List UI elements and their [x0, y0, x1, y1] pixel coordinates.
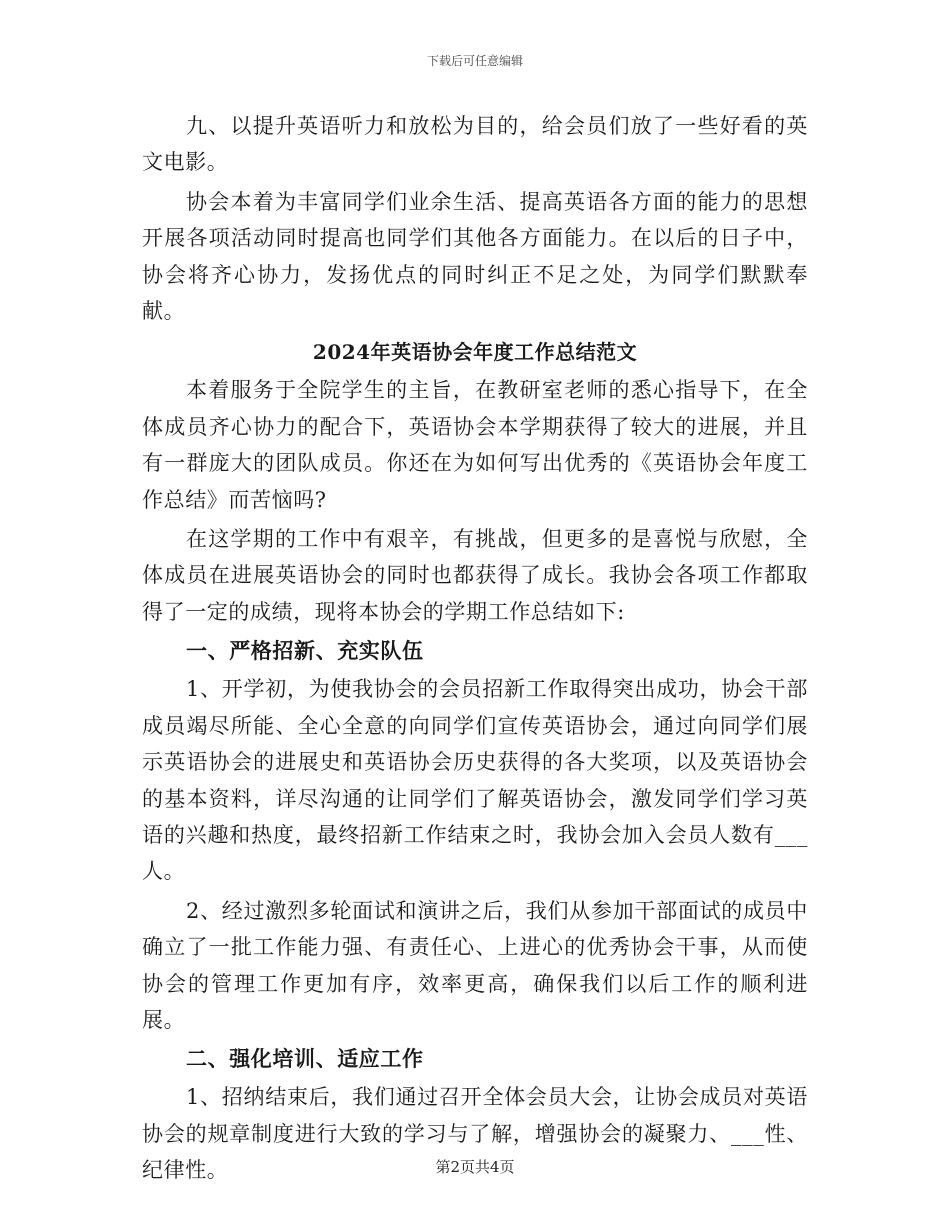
- page-header: 下载后可任意编辑: [426, 54, 523, 68]
- paragraph-recruitment-1: 1、开学初，为使我协会的会员招新工作取得突出成功，协会干部成员竭尽所能、全心全意的向同学们宣传英语协会，通过向同学们展示英语协会的进展史和英语协会历史获得的各大奖项，以及英语协会的基本资料，详尽沟通的让同学们了解英语协会，激发同学们学习英语的兴趣和热度，最终招新工作结束之时，我协会加入会员人数有___人。: [142, 677, 808, 884]
- document-body: [142, 108, 808, 1192]
- paragraph-semester-work: 在这学期的工作中有艰辛，有挑战，但更多的是喜悦与欣慰，全体成员在进展英语协会的同时也都获得了成长。我协会各项工作都取得了一定的成绩，现将本协会的学期工作总结如下:: [142, 527, 808, 624]
- paragraph-intro: 本着服务于全院学生的主旨，在教研室老师的悉心指导下，在全体成员齐心协力的配合下，英语协会本学期获得了较大的进展，并且有一群庞大的团队成员。你还在为如何写出优秀的《英语协会年度工作总结》而苦恼吗?: [142, 378, 808, 512]
- paragraph-training-1: 1、招纳结束后，我们通过召开全体会员大会，让协会成员对英语协会的规章制度进行大致的学习与了解，增强协会的凝聚力、___性、纪律性。: [142, 1085, 808, 1183]
- document-title: 2024年英语协会年度工作总结范文: [312, 340, 638, 365]
- paragraph-recruitment-2: 2、经过激烈多轮面试和演讲之后，我们从参加干部面试的成员中确立了一批工作能力强、有责任心、上进心的优秀协会干事，从而使协会的管理工作更加有序，效率更高，确保我们以后工作的顺利进展。: [142, 898, 808, 1032]
- page-footer: 第2页共4页: [435, 1158, 515, 1176]
- paragraph-item-nine: 九、以提升英语听力和放松为目的，给会员们放了一些好看的英文电影。: [142, 114, 808, 175]
- section-heading-training: 二、强化培训、适应工作: [186, 1046, 424, 1072]
- section-heading-recruitment: 一、严格招新、充实队伍: [186, 638, 424, 664]
- paragraph-association-aim: 协会本着为丰富同学们业余生活、提高英语各方面的能力的思想开展各项活动同时提高也同学们其他各方面能力。在以后的日子中，协会将齐心协力，发扬优点的同时纠正不足之处，为同学们默默奉献。: [142, 189, 808, 324]
